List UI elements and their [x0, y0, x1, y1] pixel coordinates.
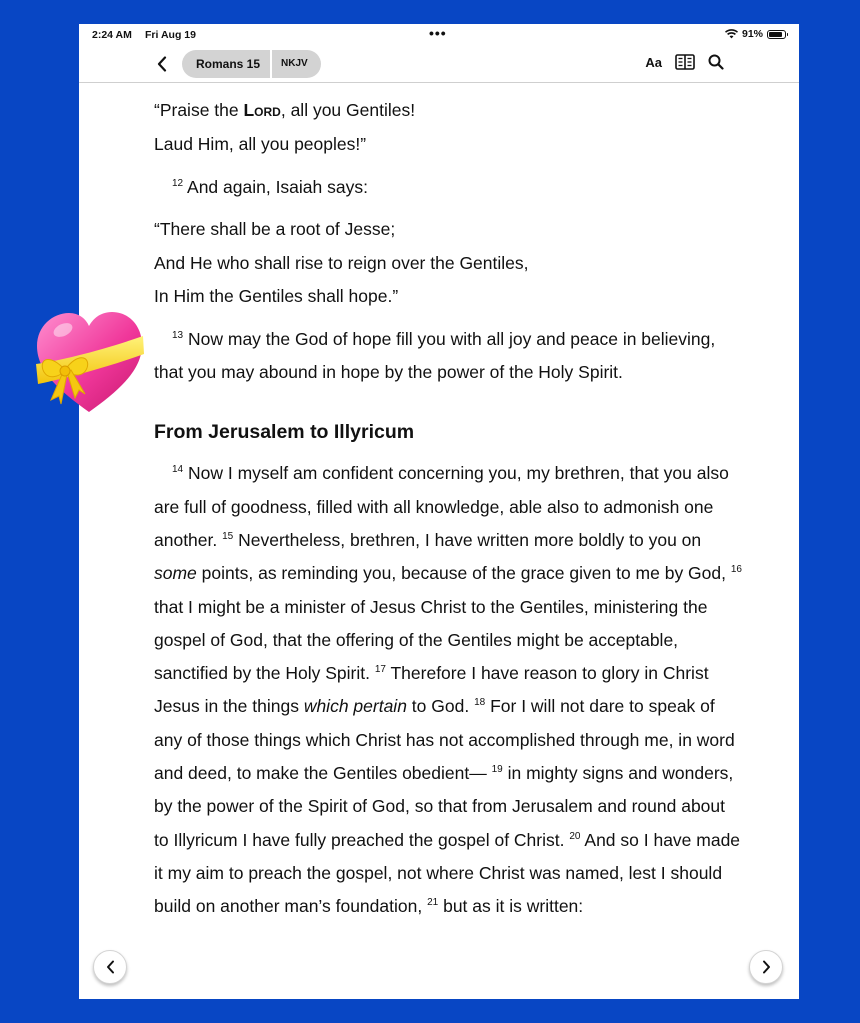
poetry-text: “Praise the: [154, 100, 244, 120]
verse-text: And again, Isaiah says:: [187, 177, 368, 197]
parallel-bible-icon[interactable]: [675, 54, 695, 70]
poetry-text: , all you Gentiles!: [280, 100, 416, 120]
verse-13: [154, 323, 744, 390]
italic-text: which pertain: [303, 696, 407, 717]
version-button[interactable]: NKJV: [281, 58, 308, 69]
verse-text: that I might be a minister of Jesus Christ to the Gentiles, ministering the gospel of God, that the offering of the Gentiles might be acceptable, sanctified by the Holy Spirit.: [154, 596, 708, 684]
verse-text: For I will not dare to speak of any of those things which Christ has not accomplished through me, in word and deed, to make the Gentiles obedient—: [154, 696, 735, 784]
search-icon[interactable]: [708, 54, 724, 70]
wifi-icon: [725, 29, 738, 39]
previous-chapter-button[interactable]: [93, 950, 127, 984]
text-settings-button[interactable]: Aa: [645, 54, 662, 70]
status-time: 2:24 AM: [92, 29, 132, 41]
verse-text: points, as reminding you, because of the grace given to me by God,: [196, 563, 726, 584]
verse-number: 18: [474, 697, 486, 709]
verse-text: in mighty signs and wonders, by the power of the Spirit of God, so that from Jerusalem and round about to Illyricum I have fully preached the gospel of Christ.: [154, 763, 734, 850]
verse-text: Nevertheless, brethren, I have written more boldly to you on: [238, 529, 702, 550]
verse-text: Now may the God of hope fill you with all joy and peace in believing, that you may abound in hope by the power of the Holy Spirit.: [154, 328, 716, 383]
poetry-line: And He who shall rise to reign over the Gentiles,: [154, 252, 529, 273]
battery-percent: 91%: [741, 28, 763, 40]
verse-number: 16: [730, 564, 742, 576]
verse-number: 17: [374, 664, 386, 676]
next-chapter-icon: [762, 960, 771, 974]
more-dots-icon[interactable]: •••: [429, 25, 447, 41]
verse-number: 15: [222, 531, 234, 543]
verse-text: And so I have made it my aim to preach the gospel, not where Christ was named, lest I should build on another man’s foundation,: [154, 829, 741, 917]
italic-text: some: [154, 563, 197, 584]
scripture-text: [154, 94, 744, 924]
poetry-line: Laud Him, all you peoples!”: [154, 133, 367, 154]
verse-number: 20: [569, 830, 581, 842]
poetry-block-1: [154, 94, 744, 161]
previous-chapter-icon: [106, 960, 115, 974]
status-bar: [79, 24, 799, 46]
back-chevron-icon: [157, 56, 167, 72]
verse-text: but as it is written:: [443, 896, 584, 917]
poetry-block-2: [154, 213, 744, 314]
verse-number: 14: [172, 464, 184, 476]
nav-actions: [645, 54, 724, 70]
paragraph-14-21: [154, 457, 744, 923]
chapter-version-selector: [182, 50, 321, 78]
section-heading: From Jerusalem to Illyricum: [154, 421, 415, 444]
lord-small-caps: Lord: [243, 100, 281, 120]
poetry-line: In Him the Gentiles shall hope.”: [154, 286, 399, 307]
verse-number: 13: [172, 329, 184, 341]
back-button[interactable]: [152, 52, 172, 76]
book-chapter-button[interactable]: Romans 15: [196, 57, 261, 71]
verse-text: Therefore I have reason to glory in Christ Jesus in the things: [154, 663, 709, 717]
verse-number: 19: [491, 764, 503, 776]
battery-fill: [769, 32, 782, 37]
poetry-line: “There shall be a root of Jesse;: [154, 219, 396, 240]
status-right: [725, 28, 786, 40]
battery-icon: [767, 30, 786, 39]
verse-number: 12: [172, 178, 184, 190]
verse-number: 21: [427, 897, 439, 909]
verse-12: [154, 171, 744, 204]
next-chapter-button[interactable]: [749, 950, 783, 984]
status-date: Fri Aug 19: [145, 29, 196, 41]
poetry-line: [154, 94, 744, 128]
ipad-screen: [79, 24, 799, 999]
verse-text: to God.: [406, 696, 470, 717]
top-nav-bar: [79, 46, 799, 83]
verse-text: Now I myself am confident concerning you, my brethren, that you also are full of goodness, filled with all knowledge, able also to admonish one another.: [154, 463, 729, 550]
heart-with-ribbon-emoji-icon: [33, 308, 146, 421]
